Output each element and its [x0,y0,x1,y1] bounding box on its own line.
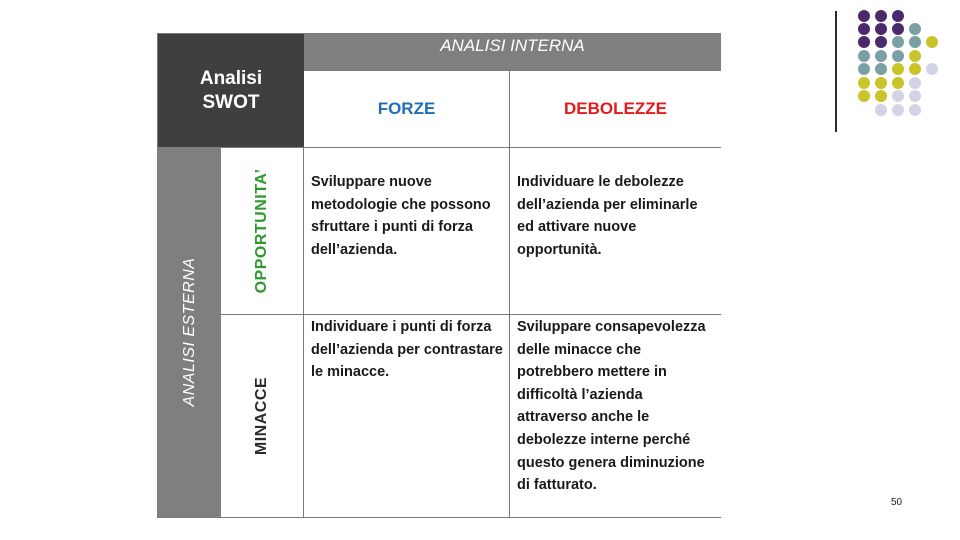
dot [875,23,887,35]
dot [926,63,938,75]
dot [875,104,887,116]
dot [909,104,921,116]
cell-strengths-opportunities: Sviluppare nuove metodologie che possono sfruttare i punti di forza dell’azienda. [304,147,510,314]
dot [926,36,938,48]
dot [892,36,904,48]
page-number: 50 [891,497,903,508]
decorative-dot-grid [0,0,960,140]
cell-weaknesses-opportunities: Individuare le debolezze dell’azienda per eliminarle ed attivare nuove opportunità. [510,147,721,314]
dot [858,23,870,35]
dot [892,90,904,102]
dot [875,90,887,102]
dot [909,90,921,102]
dot [875,77,887,89]
swot-title-line2: SWOT [202,91,260,113]
dot [909,23,921,35]
dot [875,36,887,48]
dot [892,10,904,22]
dot [858,63,870,75]
dot [892,77,904,89]
dot [909,77,921,89]
dot [875,63,887,75]
strengths-header: FORZE [304,70,510,147]
external-analysis-label: ANALISI ESTERNA [180,257,198,407]
threats-row-header [221,314,304,517]
dot [892,50,904,62]
dot [875,10,887,22]
weaknesses-header: DEBOLEZZE [510,70,721,147]
opportunities-row-header [221,147,304,314]
dot [892,63,904,75]
dot [875,50,887,62]
external-analysis-sidebar [158,147,221,517]
dot [858,10,870,22]
swot-title-line1: Analisi [199,67,263,89]
opportunities-label: OPPORTUNITA’ [253,168,270,294]
dot [858,50,870,62]
cell-weaknesses-threats: Sviluppare consapevolezza delle minacce che potrebbero mettere in difficoltà l’azienda attraverso anche le debolezze interne perché questo genera diminuzione di fatturato. [510,314,721,517]
cell-strengths-threats: Individuare i punti di forza dell’azienda per contrastare le minacce. [304,314,510,517]
internal-analysis-header: ANALISI INTERNA [304,34,721,70]
dot [858,36,870,48]
dot [909,63,921,75]
threats-label: MINACCE [253,376,270,456]
dot [892,104,904,116]
dot [909,50,921,62]
dot [858,77,870,89]
dot [858,90,870,102]
dot [909,36,921,48]
dot [892,23,904,35]
